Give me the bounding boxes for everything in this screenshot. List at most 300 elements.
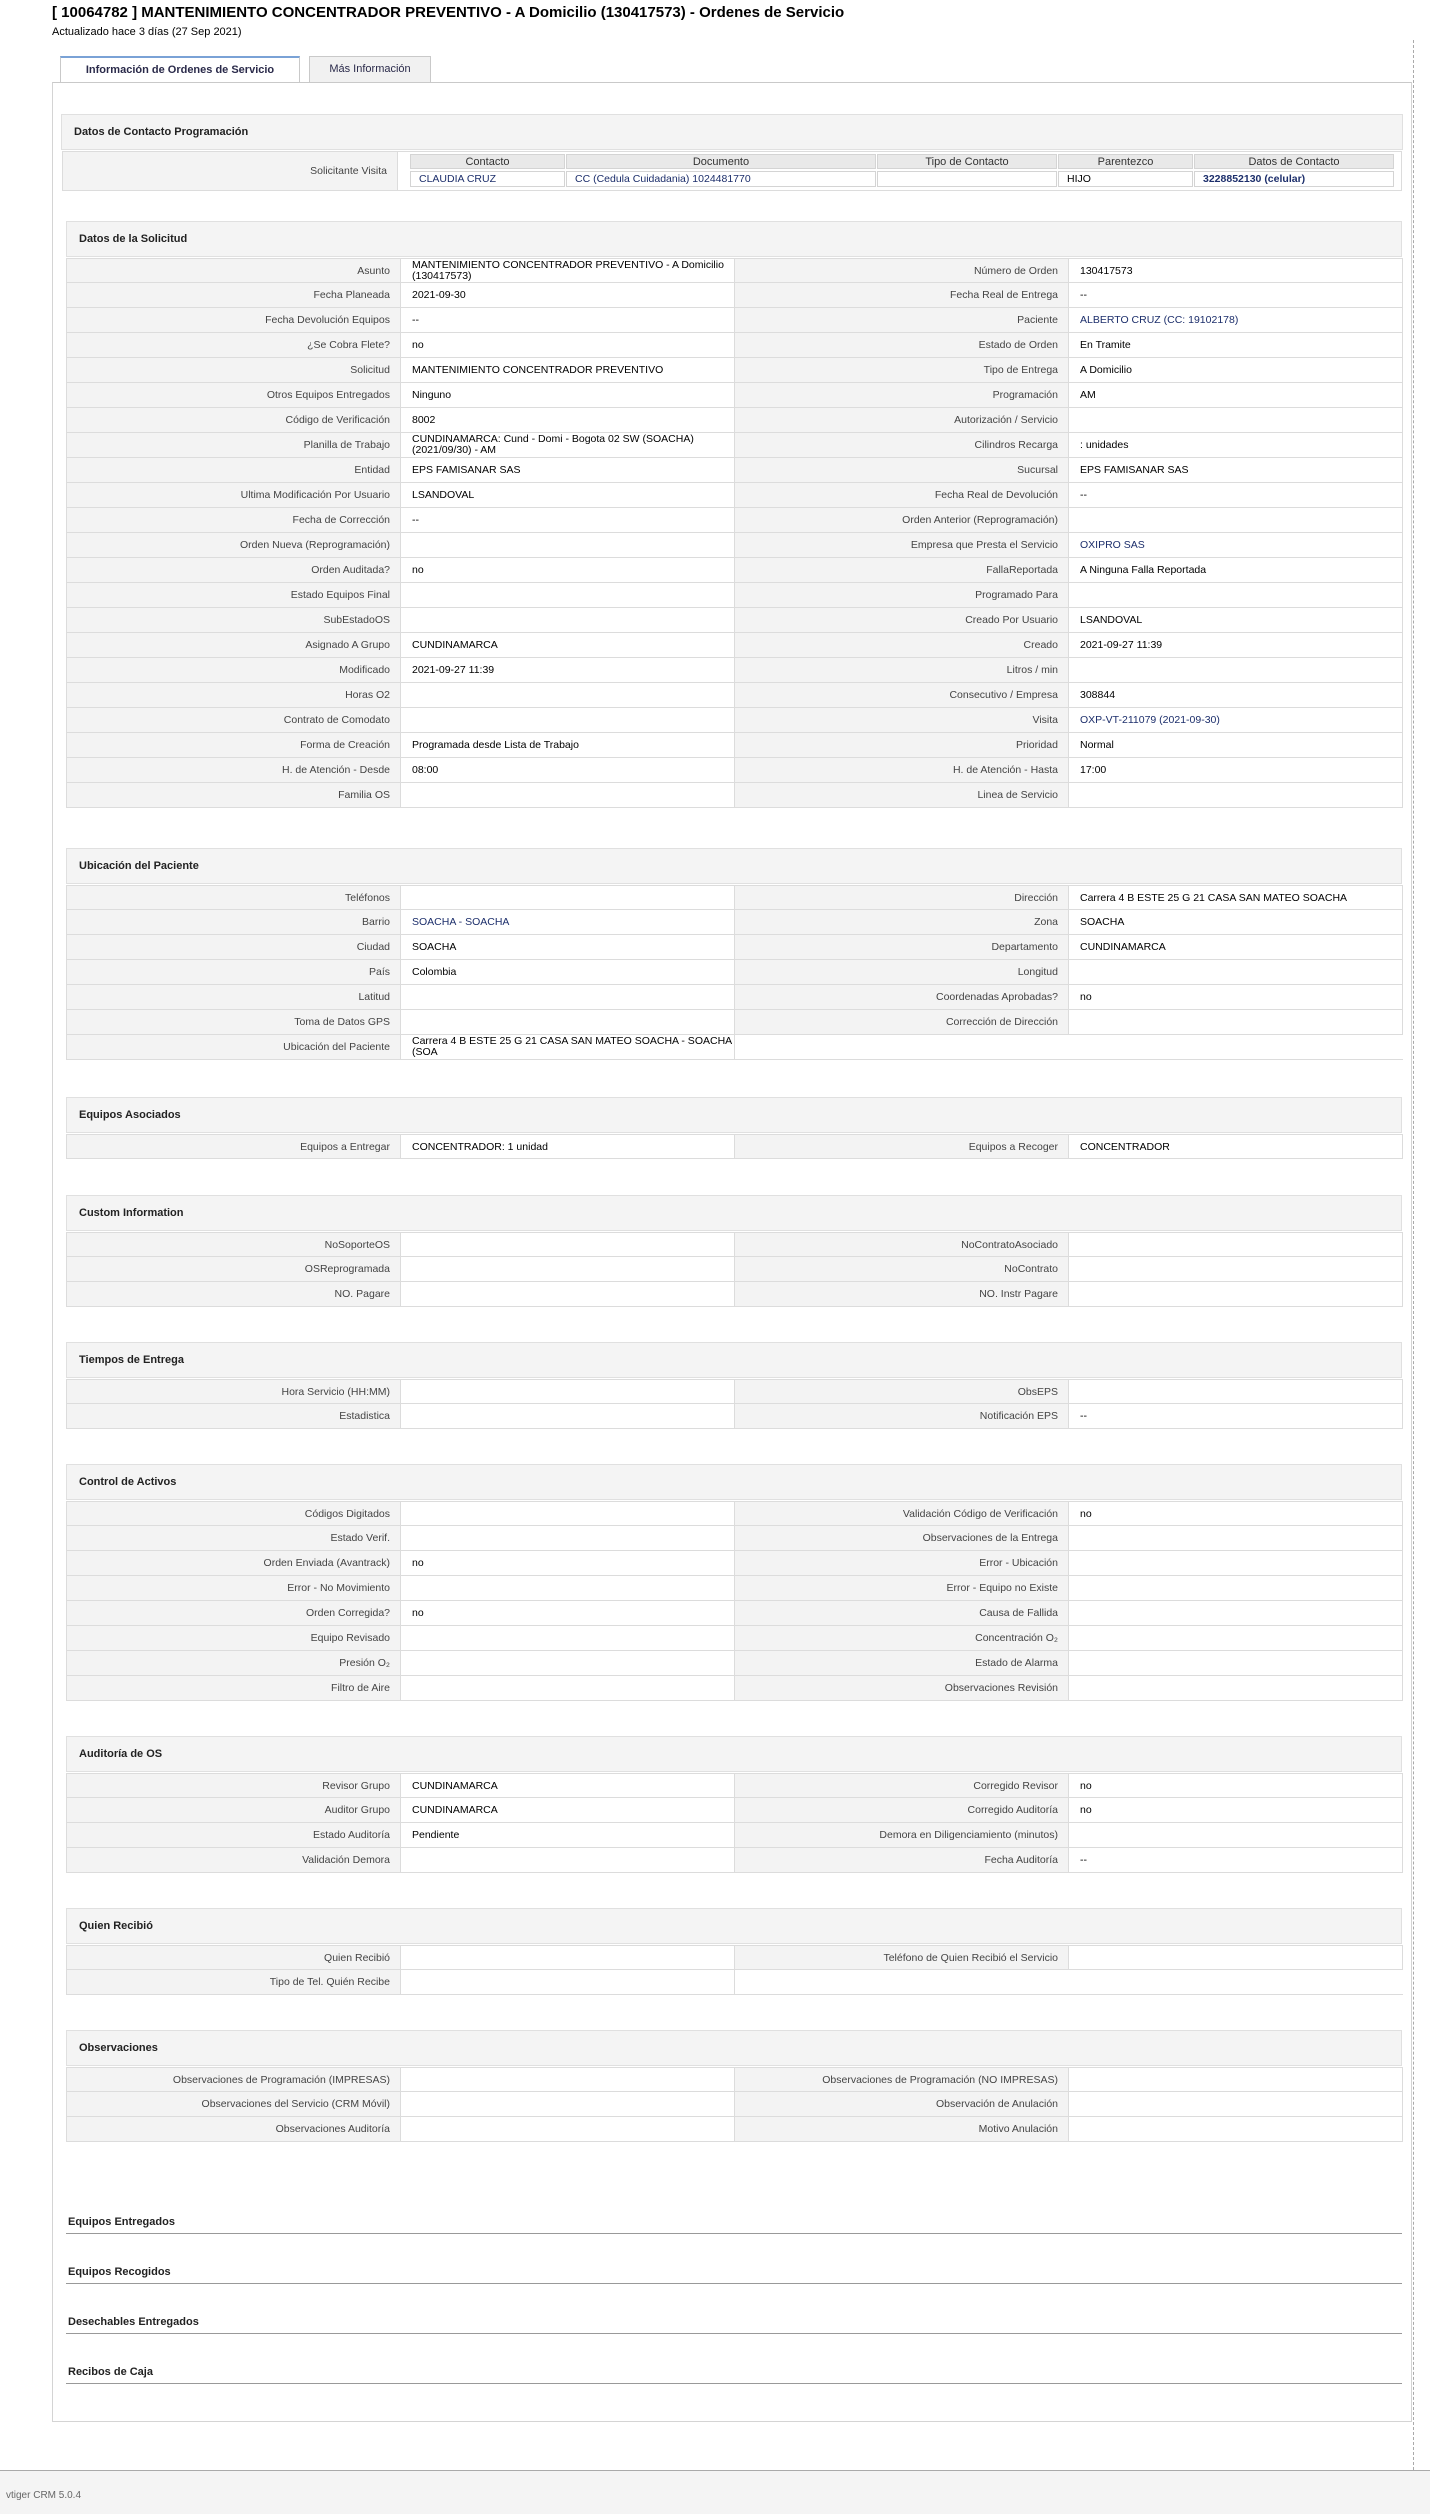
label-coordenadas-aprobadas: Coordenadas Aprobadas? [735, 985, 1069, 1009]
label-presio-n-o: Presión O₂ [67, 1651, 401, 1675]
value-estado-auditori-a[interactable]: Pendiente [401, 1823, 735, 1847]
value-osreprogramada[interactable] [401, 1257, 735, 1281]
value-orden-nueva-reprogramacio-n[interactable] [401, 533, 735, 557]
label-fallareportada: FallaReportada [735, 558, 1069, 582]
label-equipo-revisado: Equipo Revisado [67, 1626, 401, 1650]
section-title: Equipos Asociados [79, 1109, 181, 1121]
field-row [67, 508, 1403, 533]
value-contrato-de-comodato[interactable] [401, 708, 735, 732]
page-divider [1413, 40, 1414, 2480]
label-asunto: Asunto [67, 259, 401, 282]
label-empresa-que-presta-el-servicio: Empresa que Presta el Servicio [735, 533, 1069, 557]
label-creado-por-usuario: Creado Por Usuario [735, 608, 1069, 632]
label-forma-de-creacio-n: Forma de Creación [67, 733, 401, 757]
label-observacio-n-de-anulacio-n: Observación de Anulación [735, 2092, 1069, 2116]
custom-grid [66, 1232, 1403, 1307]
value-fallareportada[interactable]: A Ninguna Falla Reportada [1069, 558, 1403, 582]
value-tele-fono-de-quien-recibio-el-servicio[interactable] [1069, 1946, 1403, 1969]
contact-col-header: Contacto [410, 154, 565, 169]
label-co-digo-de-verificacio-n: Código de Verificación [67, 408, 401, 432]
label-autorizacio-n-servicio: Autorización / Servicio [735, 408, 1069, 432]
field-row [67, 1404, 1403, 1429]
tab-info-ordenes[interactable]: Información de Ordenes de Servicio [60, 56, 300, 83]
label-litros-min: Litros / min [735, 658, 1069, 682]
label-departamento: Departamento [735, 935, 1069, 959]
value-tipo-de-tel-quie-n-recibe[interactable] [401, 1970, 735, 1994]
value-co-digos-digitados[interactable] [401, 1502, 735, 1525]
related-divider [66, 2283, 1402, 2284]
label-estado-verif: Estado Verif. [67, 1526, 401, 1550]
section-header [66, 1097, 1402, 1133]
value-creado-por-usuario[interactable]: LSANDOVAL [1069, 608, 1403, 632]
value-visita[interactable]: OXP-VT-211079 (2021-09-30) [1069, 708, 1403, 732]
field-row [67, 1010, 1403, 1035]
label-planilla-de-trabajo: Planilla de Trabajo [67, 433, 401, 457]
value-estado-equipos-final[interactable] [401, 583, 735, 607]
value-asignado-a-grupo[interactable]: CUNDINAMARCA [401, 633, 735, 657]
value-zona[interactable]: SOACHA [1069, 910, 1403, 934]
value-toma-de-datos-gps[interactable] [401, 1010, 735, 1034]
section-header [66, 848, 1402, 884]
label-otros-equipos-entregados: Otros Equipos Entregados [67, 383, 401, 407]
related-divider [66, 2383, 1402, 2384]
field-row [67, 1651, 1403, 1676]
label-barrio: Barrio [67, 910, 401, 934]
label-demora-en-diligenciamiento-minutos: Demora en Diligenciamiento (minutos) [735, 1823, 1069, 1847]
related-desechables[interactable]: Desechables Entregados [68, 2316, 199, 2328]
label-observaciones-revisio-n: Observaciones Revisión [735, 1676, 1069, 1700]
value-horas-o2[interactable] [401, 683, 735, 707]
label-cilindros-recarga: Cilindros Recarga [735, 433, 1069, 457]
value-observaciones-de-programacio-n-no-impresas[interactable] [1069, 2068, 1403, 2091]
field-row [67, 1823, 1403, 1848]
label-observaciones-auditori-a: Observaciones Auditoría [67, 2117, 401, 2141]
tab-mas-informacion[interactable]: Más Información [309, 56, 431, 82]
value-orden-anterior-reprogramacio-n[interactable] [1069, 508, 1403, 532]
label-validacio-n-demora: Validación Demora [67, 1848, 401, 1872]
value-estado-de-alarma[interactable] [1069, 1651, 1403, 1675]
value-observacio-n-de-anulacio-n[interactable] [1069, 2092, 1403, 2116]
contact-relation: HIJO [1058, 171, 1193, 187]
field-row [67, 258, 1403, 283]
section-title: Control de Activos [79, 1476, 177, 1488]
label-nu-mero-de-orden: Número de Orden [735, 259, 1069, 282]
field-row [67, 1970, 1403, 1995]
label-latitud: Latitud [67, 985, 401, 1009]
value-creado[interactable]: 2021-09-27 11:39 [1069, 633, 1403, 657]
label-no-pagare: NO. Pagare [67, 1282, 401, 1306]
label-visita: Visita [735, 708, 1069, 732]
label-orden-enviada-avantrack: Orden Enviada (Avantrack) [67, 1551, 401, 1575]
field-row [67, 583, 1403, 608]
field-row [67, 1257, 1403, 1282]
label-estado-de-alarma: Estado de Alarma [735, 1651, 1069, 1675]
value-presio-n-o[interactable] [401, 1651, 735, 1675]
field-row [67, 1626, 1403, 1651]
contact-col-header: Datos de Contacto [1194, 154, 1394, 169]
value-familia-os[interactable] [401, 783, 735, 807]
field-row [67, 283, 1403, 308]
label-observaciones-de-programacio-n-impresas: Observaciones de Programación (IMPRESAS) [67, 2068, 401, 2091]
field-row [67, 2117, 1403, 2142]
field-row [67, 960, 1403, 985]
contact-document: CC (Cedula Cuidadania) 1024481770 [566, 171, 876, 187]
value-causa-de-fallida[interactable] [1069, 1601, 1403, 1625]
label-subestadoos: SubEstadoOS [67, 608, 401, 632]
label-toma-de-datos-gps: Toma de Datos GPS [67, 1010, 401, 1034]
value-notificacio-n-eps[interactable]: -- [1069, 1404, 1403, 1428]
label-programado-para: Programado Para [735, 583, 1069, 607]
field-row [67, 1576, 1403, 1601]
section-title: Datos de Contacto Programación [74, 126, 249, 138]
section-title: Observaciones [79, 2042, 158, 2054]
label-familia-os: Familia OS [67, 783, 401, 807]
related-divider [66, 2333, 1402, 2334]
value-concentracio-n-o[interactable] [1069, 1626, 1403, 1650]
value-asunto[interactable]: MANTENIMIENTO CONCENTRADOR PREVENTIVO - A Domicilio (130417573) [401, 259, 735, 282]
section-title: Auditoría de OS [79, 1748, 163, 1760]
label-equipos-a-entregar: Equipos a Entregar [67, 1135, 401, 1158]
label-tele-fono-de-quien-recibio-el-servicio: Teléfono de Quien Recibió el Servicio [735, 1946, 1069, 1969]
label-error-no-movimiento: Error - No Movimiento [67, 1576, 401, 1600]
section-header [66, 2030, 1402, 2066]
field-row [67, 1945, 1403, 1970]
section-title: Quien Recibió [79, 1920, 153, 1932]
value-fecha-de-correccio-n[interactable]: -- [401, 508, 735, 532]
value-error-equipo-no-existe[interactable] [1069, 1576, 1403, 1600]
field-row [67, 408, 1403, 433]
value-consecutivo-empresa[interactable]: 308844 [1069, 683, 1403, 707]
label-horas-o2: Horas O2 [67, 683, 401, 707]
label-concentracio-n-o: Concentración O₂ [735, 1626, 1069, 1650]
label-tipo-de-tel-quie-n-recibe: Tipo de Tel. Quién Recibe [67, 1970, 401, 1994]
related-equipos-recogidos[interactable]: Equipos Recogidos [68, 2266, 171, 2278]
value-coordenadas-aprobadas[interactable]: no [1069, 985, 1403, 1009]
label-fecha-auditori-a: Fecha Auditoría [735, 1848, 1069, 1872]
value-tele-fonos[interactable] [401, 886, 735, 909]
section-header [61, 114, 1403, 150]
tiempos-grid [66, 1379, 1403, 1429]
label-h-de-atencio-n-hasta: H. de Atención - Hasta [735, 758, 1069, 782]
control-grid [66, 1501, 1403, 1701]
field-row [67, 910, 1403, 935]
footer-bar [0, 2470, 1430, 2514]
label-validacio-n-co-digo-de-verificacio-n: Validación Código de Verificación [735, 1502, 1069, 1525]
label-co-digos-digitados: Códigos Digitados [67, 1502, 401, 1525]
label-programacio-n: Programación [735, 383, 1069, 407]
label-longitud: Longitud [735, 960, 1069, 984]
contact-name-link[interactable]: CLAUDIA CRUZ [410, 171, 565, 187]
value-validacio-n-demora[interactable] [401, 1848, 735, 1872]
label-se-cobra-flete: ¿Se Cobra Flete? [67, 333, 401, 357]
value-auditor-grupo[interactable]: CUNDINAMARCA [401, 1798, 735, 1822]
value-otros-equipos-entregados[interactable]: Ninguno [401, 383, 735, 407]
label-observaciones-del-servicio-crm-mo-vil: Observaciones del Servicio (CRM Móvil) [67, 2092, 401, 2116]
value-fecha-devolucio-n-equipos[interactable]: -- [401, 308, 735, 332]
value-cilindros-recarga[interactable]: : unidades [1069, 433, 1403, 457]
field-row [67, 558, 1403, 583]
label-solicitud: Solicitud [67, 358, 401, 382]
value-barrio[interactable]: SOACHA - SOACHA [401, 910, 735, 934]
label-fecha-devolucio-n-equipos: Fecha Devolución Equipos [67, 308, 401, 332]
label-entidad: Entidad [67, 458, 401, 482]
field-row [67, 383, 1403, 408]
label-estado-equipos-final: Estado Equipos Final [67, 583, 401, 607]
value-programacio-n[interactable]: AM [1069, 383, 1403, 407]
value-ultima-modificacio-n-por-usuario[interactable]: LSANDOVAL [401, 483, 735, 507]
label-creado: Creado [735, 633, 1069, 657]
label-orden-anterior-reprogramacio-n: Orden Anterior (Reprogramación) [735, 508, 1069, 532]
value-h-de-atencio-n-desde[interactable]: 08:00 [401, 758, 735, 782]
page-title: [ 10064782 ] MANTENIMIENTO CONCENTRADOR PREVENTIVO - A Domicilio (130417573) - Ordenes de Servicio [52, 4, 845, 21]
value-motivo-anulacio-n[interactable] [1069, 2117, 1403, 2141]
value-filtro-de-aire[interactable] [401, 1676, 735, 1700]
value-subestadoos[interactable] [401, 608, 735, 632]
section-title: Custom Information [79, 1207, 184, 1219]
label-sucursal: Sucursal [735, 458, 1069, 482]
label-obseps: ObsEPS [735, 1380, 1069, 1403]
label-ubicacio-n-del-paciente: Ubicación del Paciente [67, 1035, 401, 1059]
field-row [67, 483, 1403, 508]
value-observaciones-revisio-n[interactable] [1069, 1676, 1403, 1700]
field-row [67, 758, 1403, 783]
label-linea-de-servicio: Linea de Servicio [735, 783, 1069, 807]
value-equipos-a-entregar[interactable]: CONCENTRADOR: 1 unidad [401, 1135, 735, 1158]
field-row [67, 1773, 1403, 1798]
value-hora-servicio-hh-mm[interactable] [401, 1380, 735, 1403]
value-obseps[interactable] [1069, 1380, 1403, 1403]
value-estado-verif[interactable] [401, 1526, 735, 1550]
label-error-equipo-no-existe: Error - Equipo no Existe [735, 1576, 1069, 1600]
value-orden-corregida[interactable]: no [401, 1601, 735, 1625]
label-revisor-grupo: Revisor Grupo [67, 1774, 401, 1797]
label-fecha-real-de-devolucio-n: Fecha Real de Devolución [735, 483, 1069, 507]
label-orden-corregida: Orden Corregida? [67, 1601, 401, 1625]
label-nocontrato: NoContrato [735, 1257, 1069, 1281]
section-header [66, 1342, 1402, 1378]
value-estadistica[interactable] [401, 1404, 735, 1428]
contact-table [62, 151, 1402, 191]
field-row [67, 1798, 1403, 1823]
value-programado-para[interactable] [1069, 583, 1403, 607]
field-row [67, 1035, 1403, 1060]
value-orden-auditada[interactable]: no [401, 558, 735, 582]
label-estado-auditori-a: Estado Auditoría [67, 1823, 401, 1847]
value-sucursal[interactable]: EPS FAMISANAR SAS [1069, 458, 1403, 482]
field-row [67, 1526, 1403, 1551]
section-title: Ubicación del Paciente [79, 860, 199, 872]
label-hora-servicio-hh-mm: Hora Servicio (HH:MM) [67, 1380, 401, 1403]
label-nosoporteos: NoSoporteOS [67, 1233, 401, 1256]
value-empresa-que-presta-el-servicio[interactable]: OXIPRO SAS [1069, 533, 1403, 557]
value-linea-de-servicio[interactable] [1069, 783, 1403, 807]
field-row [67, 1551, 1403, 1576]
value-estado-de-orden[interactable]: En Tramite [1069, 333, 1403, 357]
value-h-de-atencio-n-hasta[interactable]: 17:00 [1069, 758, 1403, 782]
value-nocontratoasociado[interactable] [1069, 1233, 1403, 1256]
value-error-ubicacio-n[interactable] [1069, 1551, 1403, 1575]
value-corregido-auditori-a[interactable]: no [1069, 1798, 1403, 1822]
value-nu-mero-de-orden[interactable]: 130417573 [1069, 259, 1403, 282]
section-title: Tiempos de Entrega [79, 1354, 184, 1366]
value-fecha-planeada[interactable]: 2021-09-30 [401, 283, 735, 307]
label-consecutivo-empresa: Consecutivo / Empresa [735, 683, 1069, 707]
value-co-digo-de-verificacio-n[interactable]: 8002 [401, 408, 735, 432]
field-row [67, 885, 1403, 910]
label-contrato-de-comodato: Contrato de Comodato [67, 708, 401, 732]
value-observaciones-de-programacio-n-impresas[interactable] [401, 2068, 735, 2091]
field-row [67, 608, 1403, 633]
section-header [66, 221, 1402, 257]
label-causa-de-fallida: Causa de Fallida [735, 1601, 1069, 1625]
label-paciente: Paciente [735, 308, 1069, 332]
label-filtro-de-aire: Filtro de Aire [67, 1676, 401, 1700]
value-nosoporteos[interactable] [401, 1233, 735, 1256]
value-validacio-n-co-digo-de-verificacio-n[interactable]: no [1069, 1502, 1403, 1525]
field-row [67, 658, 1403, 683]
label-orden-auditada: Orden Auditada? [67, 558, 401, 582]
auditoria-grid [66, 1773, 1403, 1873]
ubicacion-grid [66, 885, 1403, 1060]
value-quien-recibio[interactable] [401, 1946, 735, 1969]
field-row [67, 358, 1403, 383]
label-observaciones-de-la-entrega: Observaciones de la Entrega [735, 1526, 1069, 1550]
footer-text: vtiger CRM 5.0.4 [6, 2490, 82, 2501]
value-fecha-real-de-entrega[interactable]: -- [1069, 283, 1403, 307]
value-se-cobra-flete[interactable]: no [401, 333, 735, 357]
field-row [67, 2067, 1403, 2092]
label-fecha-de-correccio-n: Fecha de Corrección [67, 508, 401, 532]
label-pai-s: País [67, 960, 401, 984]
field-row [67, 935, 1403, 960]
related-equipos-entregados[interactable]: Equipos Entregados [68, 2216, 175, 2228]
label-fecha-planeada: Fecha Planeada [67, 283, 401, 307]
value-observaciones-auditori-a[interactable] [401, 2117, 735, 2141]
section-title: Datos de la Solicitud [79, 233, 188, 245]
value-planilla-de-trabajo[interactable]: CUNDINAMARCA: Cund - Domi - Bogota 02 SW (SOACHA) (2021/09/30) - AM [401, 433, 735, 457]
value-no-pagare[interactable] [401, 1282, 735, 1306]
contact-phone: 3228852130 (celular) [1194, 171, 1394, 187]
section-header [66, 1464, 1402, 1500]
value-solicitud[interactable]: MANTENIMIENTO CONCENTRADOR PREVENTIVO [401, 358, 735, 382]
label-fecha-real-de-entrega: Fecha Real de Entrega [735, 283, 1069, 307]
value-equipos-a-recoger[interactable]: CONCENTRADOR [1069, 1135, 1403, 1158]
field-row [67, 1134, 1403, 1159]
label-tele-fonos: Teléfonos [67, 886, 401, 909]
label-auditor-grupo: Auditor Grupo [67, 1798, 401, 1822]
section-header [66, 1736, 1402, 1772]
label-corregido-auditori-a: Corregido Auditoría [735, 1798, 1069, 1822]
value-direccio-n[interactable]: Carrera 4 B ESTE 25 G 21 CASA SAN MATEO SOACHA [1069, 886, 1403, 909]
value-orden-enviada-avantrack[interactable]: no [401, 1551, 735, 1575]
value-modificado[interactable]: 2021-09-27 11:39 [401, 658, 735, 682]
field-row [67, 1282, 1403, 1307]
field-row [67, 533, 1403, 558]
label-ultima-modificacio-n-por-usuario: Ultima Modificación Por Usuario [67, 483, 401, 507]
field-row [67, 708, 1403, 733]
label-h-de-atencio-n-desde: H. de Atención - Desde [67, 758, 401, 782]
label-estado-de-orden: Estado de Orden [735, 333, 1069, 357]
value-litros-min[interactable] [1069, 658, 1403, 682]
value-error-no-movimiento[interactable] [401, 1576, 735, 1600]
field-row [67, 985, 1403, 1010]
field-row [67, 1848, 1403, 1873]
label-corregido-revisor: Corregido Revisor [735, 1774, 1069, 1797]
label-observaciones-de-programacio-n-no-impresas: Observaciones de Programación (NO IMPRESAS) [735, 2068, 1069, 2091]
value-observaciones-de-la-entrega[interactable] [1069, 1526, 1403, 1550]
field-row [67, 1232, 1403, 1257]
label-correccio-n-de-direccio-n: Corrección de Dirección [735, 1010, 1069, 1034]
value-correccio-n-de-direccio-n[interactable] [1069, 1010, 1403, 1034]
value-corregido-revisor[interactable]: no [1069, 1774, 1403, 1797]
value-prioridad[interactable]: Normal [1069, 733, 1403, 757]
field-row [67, 1379, 1403, 1404]
equipos-grid [66, 1134, 1403, 1159]
observaciones-grid [66, 2067, 1403, 2142]
value-autorizacio-n-servicio[interactable] [1069, 408, 1403, 432]
field-row [67, 308, 1403, 333]
solicitante-label: Solicitante Visita [63, 152, 398, 190]
contact-type [877, 171, 1057, 187]
label-no-instr-pagare: NO. Instr Pagare [735, 1282, 1069, 1306]
label-osreprogramada: OSReprogramada [67, 1257, 401, 1281]
value-latitud[interactable] [401, 985, 735, 1009]
label-zona: Zona [735, 910, 1069, 934]
value-pai-s[interactable]: Colombia [401, 960, 735, 984]
value-fecha-real-de-devolucio-n[interactable]: -- [1069, 483, 1403, 507]
updated-text: Actualizado hace 3 días (27 Sep 2021) [52, 26, 242, 38]
value-ciudad[interactable]: SOACHA [401, 935, 735, 959]
contact-col-header: Documento [566, 154, 876, 169]
value-longitud[interactable] [1069, 960, 1403, 984]
field-row [67, 2092, 1403, 2117]
label-asignado-a-grupo: Asignado A Grupo [67, 633, 401, 657]
label-direccio-n: Dirección [735, 886, 1069, 909]
field-row [67, 1601, 1403, 1626]
field-row [67, 458, 1403, 483]
field-row [67, 633, 1403, 658]
value-departamento[interactable]: CUNDINAMARCA [1069, 935, 1403, 959]
section-header [66, 1908, 1402, 1944]
value-observaciones-del-servicio-crm-mo-vil[interactable] [401, 2092, 735, 2116]
label-ciudad: Ciudad [67, 935, 401, 959]
related-recibos-caja[interactable]: Recibos de Caja [68, 2366, 153, 2378]
field-row [67, 783, 1403, 808]
section-header [66, 1195, 1402, 1231]
value-paciente[interactable]: ALBERTO CRUZ (CC: 19102178) [1069, 308, 1403, 332]
label-quien-recibio: Quien Recibió [67, 1946, 401, 1969]
value-revisor-grupo[interactable]: CUNDINAMARCA [401, 1774, 735, 1797]
label-notificacio-n-eps: Notificación EPS [735, 1404, 1069, 1428]
label-equipos-a-recoger: Equipos a Recoger [735, 1135, 1069, 1158]
value-nocontrato[interactable] [1069, 1257, 1403, 1281]
value-equipo-revisado[interactable] [401, 1626, 735, 1650]
field-row [67, 433, 1403, 458]
field-row [67, 333, 1403, 358]
value-tipo-de-entrega[interactable]: A Domicilio [1069, 358, 1403, 382]
label-nocontratoasociado: NoContratoAsociado [735, 1233, 1069, 1256]
value-ubicacio-n-del-paciente[interactable]: Carrera 4 B ESTE 25 G 21 CASA SAN MATEO SOACHA - SOACHA (SOA [401, 1035, 735, 1059]
value-no-instr-pagare[interactable] [1069, 1282, 1403, 1306]
contact-col-header: Parentezco [1058, 154, 1193, 169]
value-forma-de-creacio-n[interactable]: Programada desde Lista de Trabajo [401, 733, 735, 757]
value-entidad[interactable]: EPS FAMISANAR SAS [401, 458, 735, 482]
label-estadistica: Estadistica [67, 1404, 401, 1428]
field-row [67, 683, 1403, 708]
value-demora-en-diligenciamiento-minutos[interactable] [1069, 1823, 1403, 1847]
value-fecha-auditori-a[interactable]: -- [1069, 1848, 1403, 1872]
contact-col-header: Tipo de Contacto [877, 154, 1057, 169]
